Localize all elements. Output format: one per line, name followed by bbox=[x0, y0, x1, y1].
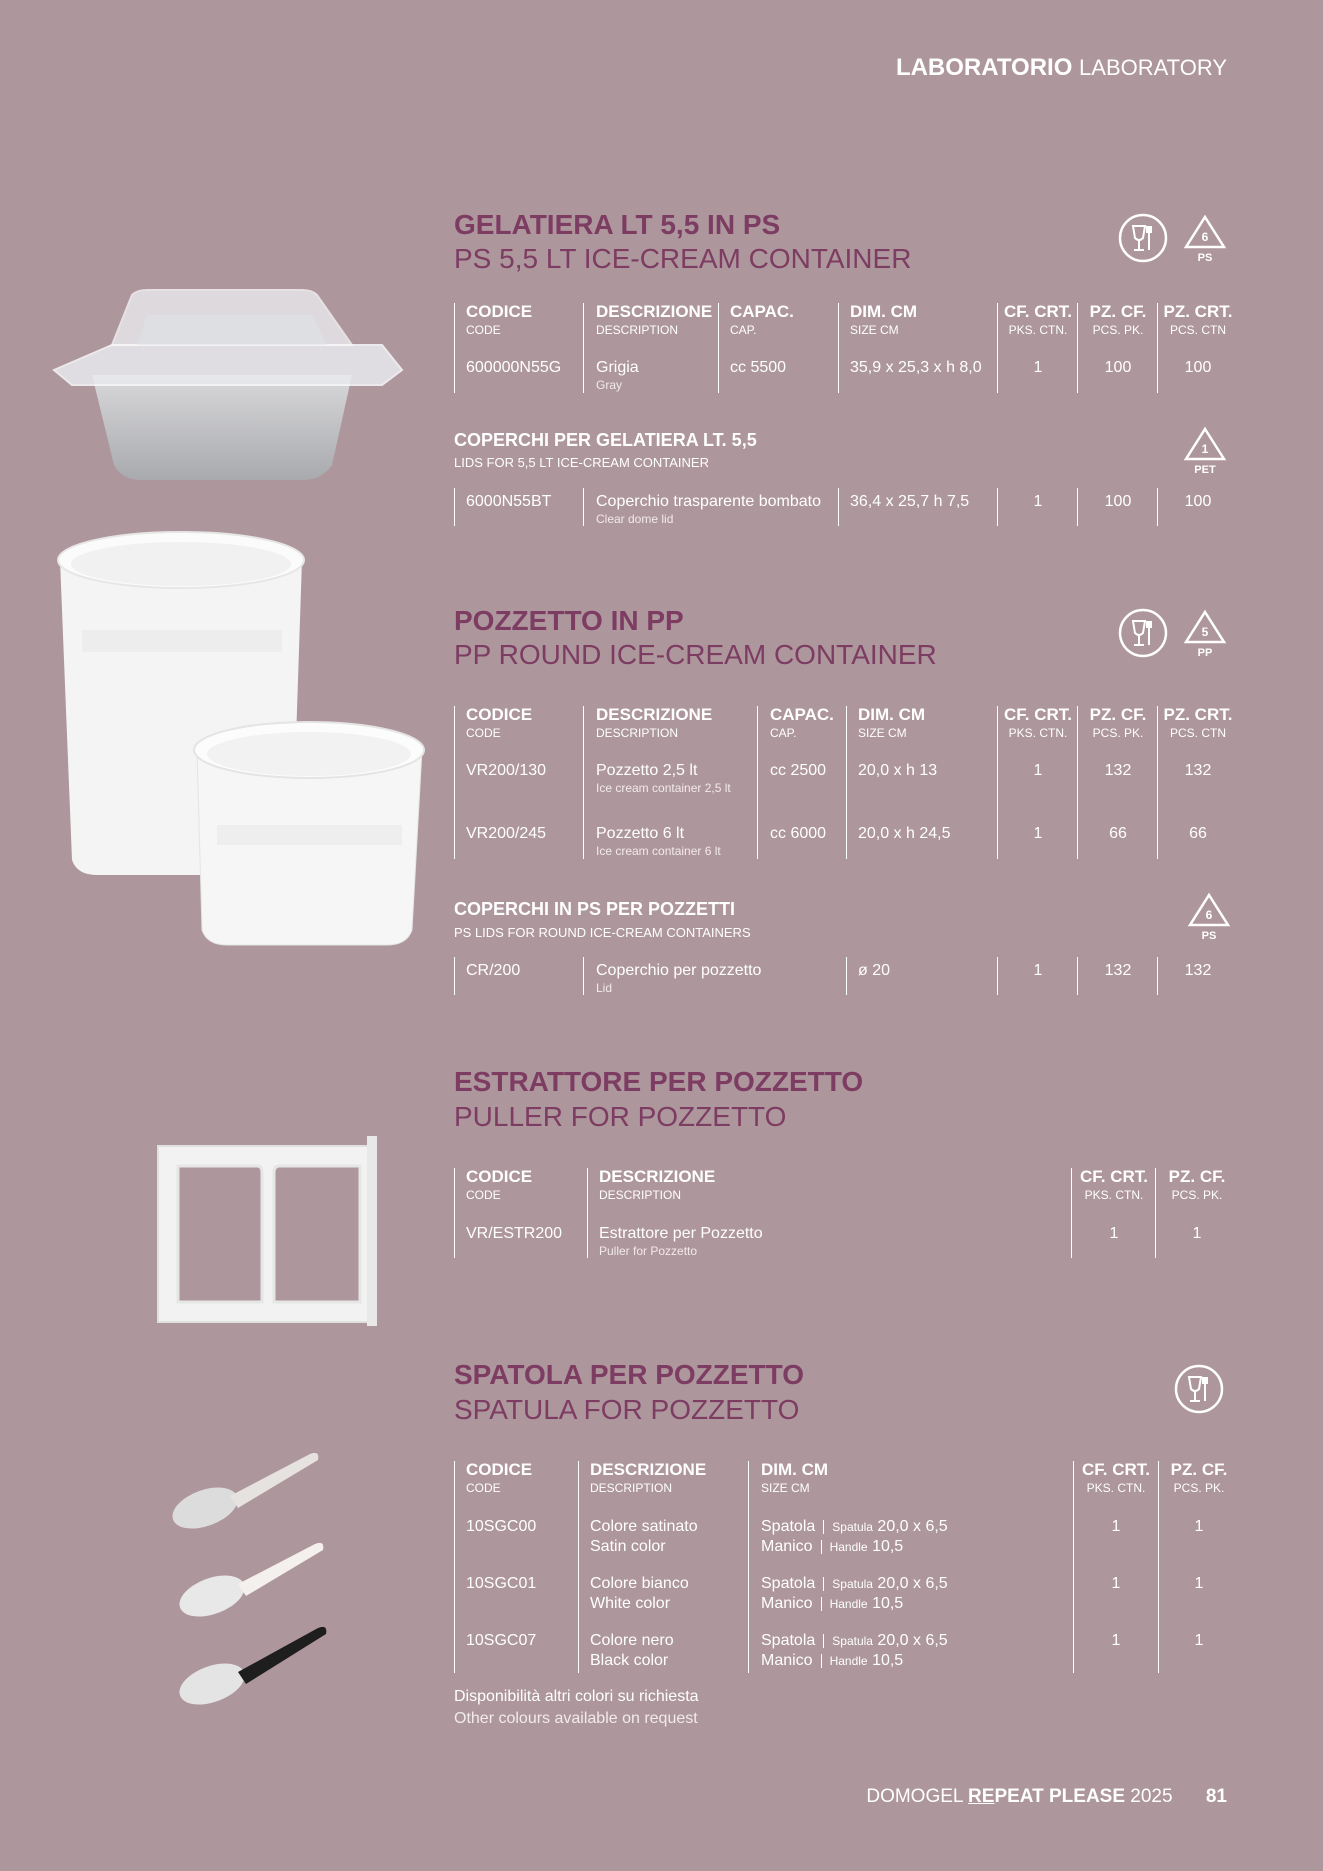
row-desc: Colore satinato bbox=[590, 1518, 698, 1535]
dim-value-manico: 10,5 bbox=[872, 1652, 904, 1669]
dim-value-spatola: 20,0 x 6,5 bbox=[877, 1575, 948, 1592]
row-pzcf: 1 bbox=[1194, 1575, 1204, 1592]
col-header-cf-en: PKS. CTN. bbox=[1084, 1188, 1144, 1202]
row-cf: 1 bbox=[1111, 1632, 1121, 1649]
col-header-dim-en: SIZE CM bbox=[761, 1481, 810, 1495]
row-code: 10SGC01 bbox=[466, 1575, 537, 1592]
row-pzcf: 1 bbox=[1194, 1632, 1204, 1649]
dim-label-manico: Manico bbox=[761, 1595, 813, 1612]
row-code: 10SGC00 bbox=[466, 1518, 537, 1535]
estrattore-image bbox=[152, 1132, 384, 1332]
dim-label-spatola: Spatola bbox=[761, 1575, 816, 1592]
row-code: 10SGC07 bbox=[466, 1632, 537, 1649]
estrattore-subtitle: PULLER FOR POZZETTO bbox=[454, 1101, 787, 1132]
recycle-number: 6 bbox=[1205, 908, 1213, 922]
col-header-desc-en: DESCRIPTION bbox=[599, 1188, 682, 1202]
row-dim bbox=[761, 1517, 948, 1557]
col-header-desc: DESCRIZIONE bbox=[599, 1167, 716, 1186]
row-pzcrt: 100 bbox=[1184, 493, 1212, 510]
row-desc-en: Satin color bbox=[590, 1538, 666, 1555]
gelatiera-image bbox=[52, 285, 404, 485]
row-code: VR200/130 bbox=[466, 762, 547, 779]
row-desc: Grigia bbox=[596, 359, 639, 376]
dim-label-spatola: Spatola bbox=[761, 1518, 816, 1535]
footer-repeat-please bbox=[968, 1786, 1125, 1807]
col-header-desc: DESCRIZIONE bbox=[596, 705, 713, 724]
page-number: 81 bbox=[1205, 1786, 1227, 1807]
col-header-cap: CAPAC. bbox=[770, 705, 834, 724]
dim-label-manico: Manico bbox=[761, 1652, 813, 1669]
row-desc-en: Black color bbox=[590, 1652, 669, 1669]
row-pzcf: 100 bbox=[1104, 359, 1132, 376]
row-desc: Pozzetto 2,5 lt bbox=[596, 762, 698, 779]
col-header-dim: DIM. CM bbox=[850, 302, 918, 321]
col-header-cf: CF. CRT. bbox=[1080, 1167, 1148, 1186]
col-header-code-en: CODE bbox=[466, 323, 501, 337]
row-cf: 1 bbox=[1111, 1575, 1121, 1592]
food-safe-icon bbox=[1118, 608, 1168, 658]
col-header-code-en: CODE bbox=[466, 726, 501, 740]
col-header-code: CODICE bbox=[466, 705, 533, 724]
dim-label-spatola-en: Spatula bbox=[823, 1520, 873, 1534]
row-pzcf: 132 bbox=[1104, 962, 1132, 979]
footer-year: 2025 bbox=[1130, 1786, 1173, 1807]
row-desc: Coperchio trasparente bombato bbox=[596, 493, 822, 510]
dim-value-manico: 10,5 bbox=[872, 1538, 904, 1555]
recycle-label: PS bbox=[1201, 930, 1217, 941]
row-desc-en: Puller for Pozzetto bbox=[599, 1244, 698, 1258]
row-cf: 1 bbox=[1109, 1225, 1119, 1242]
col-header-desc-en: DESCRIPTION bbox=[596, 726, 679, 740]
row-desc-en: Ice cream container 6 lt bbox=[596, 844, 721, 858]
recycle-icon bbox=[1182, 213, 1228, 263]
footer-brand: DOMOGEL bbox=[866, 1786, 963, 1807]
coperchi-pozzetti-subtitle: PS LIDS FOR ROUND ICE-CREAM CONTAINERS bbox=[454, 925, 751, 940]
col-header-pzcrt: PZ. CRT. bbox=[1163, 705, 1233, 724]
col-header-cap: CAPAC. bbox=[730, 302, 794, 321]
food-safe-icon bbox=[1118, 213, 1168, 263]
pozzetto-title: POZZETTO IN PP bbox=[454, 605, 684, 636]
col-header-pzcf: PZ. CF. bbox=[1089, 302, 1147, 321]
row-dim bbox=[761, 1574, 948, 1614]
page-footer bbox=[866, 1786, 1227, 1808]
dim-label-spatola-en: Spatula bbox=[823, 1577, 873, 1591]
col-header-dim-en: SIZE CM bbox=[858, 726, 907, 740]
pozzetto-image bbox=[52, 530, 427, 970]
col-header-cap-en: CAP. bbox=[730, 323, 757, 337]
row-cap: cc 6000 bbox=[770, 825, 827, 842]
spatola-note-it: Disponibilità altri colori su richiesta bbox=[454, 1688, 699, 1705]
recycle-label: PS bbox=[1197, 252, 1213, 263]
recycle-number: 6 bbox=[1201, 230, 1209, 244]
row-desc-en: Clear dome lid bbox=[596, 512, 674, 526]
row-desc: Coperchio per pozzetto bbox=[596, 962, 762, 979]
col-header-pzcf-en: PCS. PK. bbox=[1173, 1481, 1225, 1495]
row-desc-en: Gray bbox=[596, 378, 623, 392]
col-header-code: CODICE bbox=[466, 1167, 533, 1186]
header-light: LABORATORY bbox=[1079, 55, 1227, 80]
row-code: 600000N55G bbox=[466, 359, 562, 376]
spatola-title: SPATOLA PER POZZETTO bbox=[454, 1359, 805, 1390]
dim-label-manico-en: Handle bbox=[821, 1540, 868, 1554]
row-pzcrt: 132 bbox=[1184, 962, 1212, 979]
recycle-number: 5 bbox=[1201, 625, 1209, 639]
row-pzcrt: 66 bbox=[1189, 825, 1207, 842]
recycle-icon bbox=[1182, 608, 1228, 658]
footer-rp-underlined: RE bbox=[968, 1786, 995, 1807]
recycle-label: PET bbox=[1194, 464, 1216, 475]
header-bold: LABORATORIO bbox=[895, 54, 1073, 81]
pozzetto-subtitle: PP ROUND ICE-CREAM CONTAINER bbox=[454, 639, 937, 670]
row-pzcf: 66 bbox=[1109, 825, 1127, 842]
row-pzcrt: 132 bbox=[1184, 762, 1212, 779]
col-header-pzcf-en: PCS. PK. bbox=[1171, 1188, 1223, 1202]
dim-value-spatola: 20,0 x 6,5 bbox=[877, 1518, 948, 1535]
row-dim: 36,4 x 25,7 h 7,5 bbox=[850, 493, 970, 510]
col-header-pzcrt-en: PCS. CTN bbox=[1169, 323, 1226, 337]
col-header-cf: CF. CRT. bbox=[1082, 1460, 1150, 1479]
coperchi-gelatiera-subtitle: LIDS FOR 5,5 LT ICE-CREAM CONTAINER bbox=[454, 455, 709, 470]
col-header-dim: DIM. CM bbox=[858, 705, 926, 724]
dim-value-manico: 10,5 bbox=[872, 1595, 904, 1612]
row-desc: Colore nero bbox=[590, 1632, 674, 1649]
recycle-icon bbox=[1186, 891, 1232, 941]
row-code: CR/200 bbox=[466, 962, 521, 979]
coperchi-gelatiera-title: COPERCHI PER GELATIERA LT. 5,5 bbox=[454, 430, 757, 450]
col-header-desc: DESCRIZIONE bbox=[590, 1460, 707, 1479]
page-header bbox=[896, 54, 1227, 82]
estrattore-title: ESTRATTORE PER POZZETTO bbox=[454, 1066, 864, 1097]
col-header-pzcf: PZ. CF. bbox=[1089, 705, 1147, 724]
dim-value-spatola: 20,0 x 6,5 bbox=[877, 1632, 948, 1649]
row-pzcrt: 100 bbox=[1184, 359, 1212, 376]
col-header-cf-en: PKS. CTN. bbox=[1086, 1481, 1146, 1495]
spatola-image bbox=[160, 1436, 335, 1711]
recycle-label: PP bbox=[1197, 647, 1213, 658]
col-header-code-en: CODE bbox=[466, 1188, 501, 1202]
gelatiera-title: GELATIERA LT 5,5 IN PS bbox=[454, 209, 781, 240]
row-cap: cc 5500 bbox=[730, 359, 787, 376]
spatola-note-en: Other colours available on request bbox=[454, 1710, 698, 1727]
row-code: 6000N55BT bbox=[466, 493, 552, 510]
col-header-pzcf: PZ. CF. bbox=[1170, 1460, 1228, 1479]
row-pzcf: 1 bbox=[1192, 1225, 1202, 1242]
row-desc-en: Ice cream container 2,5 lt bbox=[596, 781, 731, 795]
col-header-cf: CF. CRT. bbox=[1004, 705, 1072, 724]
col-header-cf: CF. CRT. bbox=[1004, 302, 1072, 321]
row-cf: 1 bbox=[1033, 493, 1043, 510]
dim-label-spatola: Spatola bbox=[761, 1632, 816, 1649]
row-desc-en: White color bbox=[590, 1595, 671, 1612]
recycle-number: 1 bbox=[1201, 442, 1209, 456]
coperchi-pozzetti-title: COPERCHI IN PS PER POZZETTI bbox=[454, 899, 736, 919]
row-cf: 1 bbox=[1033, 762, 1043, 779]
row-desc: Colore bianco bbox=[590, 1575, 689, 1592]
col-header-code: CODICE bbox=[466, 302, 533, 321]
col-header-dim: DIM. CM bbox=[761, 1460, 829, 1479]
row-desc-en: Lid bbox=[596, 981, 613, 995]
row-dim bbox=[761, 1631, 948, 1671]
col-header-cap-en: CAP. bbox=[770, 726, 797, 740]
col-header-pzcrt-en: PCS. CTN bbox=[1169, 726, 1226, 740]
dim-label-manico-en: Handle bbox=[821, 1654, 868, 1668]
dim-label-manico: Manico bbox=[761, 1538, 813, 1555]
dim-label-spatola-en: Spatula bbox=[823, 1634, 873, 1648]
col-header-code: CODICE bbox=[466, 1460, 533, 1479]
row-cf: 1 bbox=[1033, 825, 1043, 842]
col-header-dim-en: SIZE CM bbox=[850, 323, 899, 337]
row-code: VR200/245 bbox=[466, 825, 547, 842]
row-dim: 35,9 x 25,3 x h 8,0 bbox=[850, 359, 982, 376]
row-code: VR/ESTR200 bbox=[466, 1225, 563, 1242]
col-header-code-en: CODE bbox=[466, 1481, 501, 1495]
row-cap: cc 2500 bbox=[770, 762, 827, 779]
row-desc: Estrattore per Pozzetto bbox=[599, 1225, 763, 1242]
row-pzcf: 132 bbox=[1104, 762, 1132, 779]
col-header-cf-en: PKS. CTN. bbox=[1008, 323, 1068, 337]
row-dim: 20,0 x h 24,5 bbox=[858, 825, 951, 842]
recycle-icon bbox=[1182, 425, 1228, 475]
dim-label-manico-en: Handle bbox=[821, 1597, 868, 1611]
col-header-desc-en: DESCRIPTION bbox=[590, 1481, 673, 1495]
col-header-cf-en: PKS. CTN. bbox=[1008, 726, 1068, 740]
row-cf: 1 bbox=[1033, 962, 1043, 979]
food-safe-icon bbox=[1174, 1364, 1224, 1414]
spatola-subtitle: SPATULA FOR POZZETTO bbox=[454, 1394, 800, 1425]
col-header-desc: DESCRIZIONE bbox=[596, 302, 713, 321]
row-desc: Pozzetto 6 lt bbox=[596, 825, 685, 842]
col-header-pzcf-en: PCS. PK. bbox=[1092, 726, 1144, 740]
col-header-desc-en: DESCRIPTION bbox=[596, 323, 679, 337]
footer-rp-rest: PEAT PLEASE bbox=[994, 1786, 1126, 1807]
row-pzcf: 1 bbox=[1194, 1518, 1204, 1535]
col-header-pzcrt: PZ. CRT. bbox=[1163, 302, 1233, 321]
row-dim: ø 20 bbox=[858, 962, 891, 979]
row-dim: 20,0 x h 13 bbox=[858, 762, 938, 779]
row-cf: 1 bbox=[1033, 359, 1043, 376]
row-pzcf: 100 bbox=[1104, 493, 1132, 510]
col-header-pzcf: PZ. CF. bbox=[1168, 1167, 1226, 1186]
gelatiera-subtitle: PS 5,5 LT ICE-CREAM CONTAINER bbox=[454, 243, 912, 274]
row-cf: 1 bbox=[1111, 1518, 1121, 1535]
col-header-pzcf-en: PCS. PK. bbox=[1092, 323, 1144, 337]
